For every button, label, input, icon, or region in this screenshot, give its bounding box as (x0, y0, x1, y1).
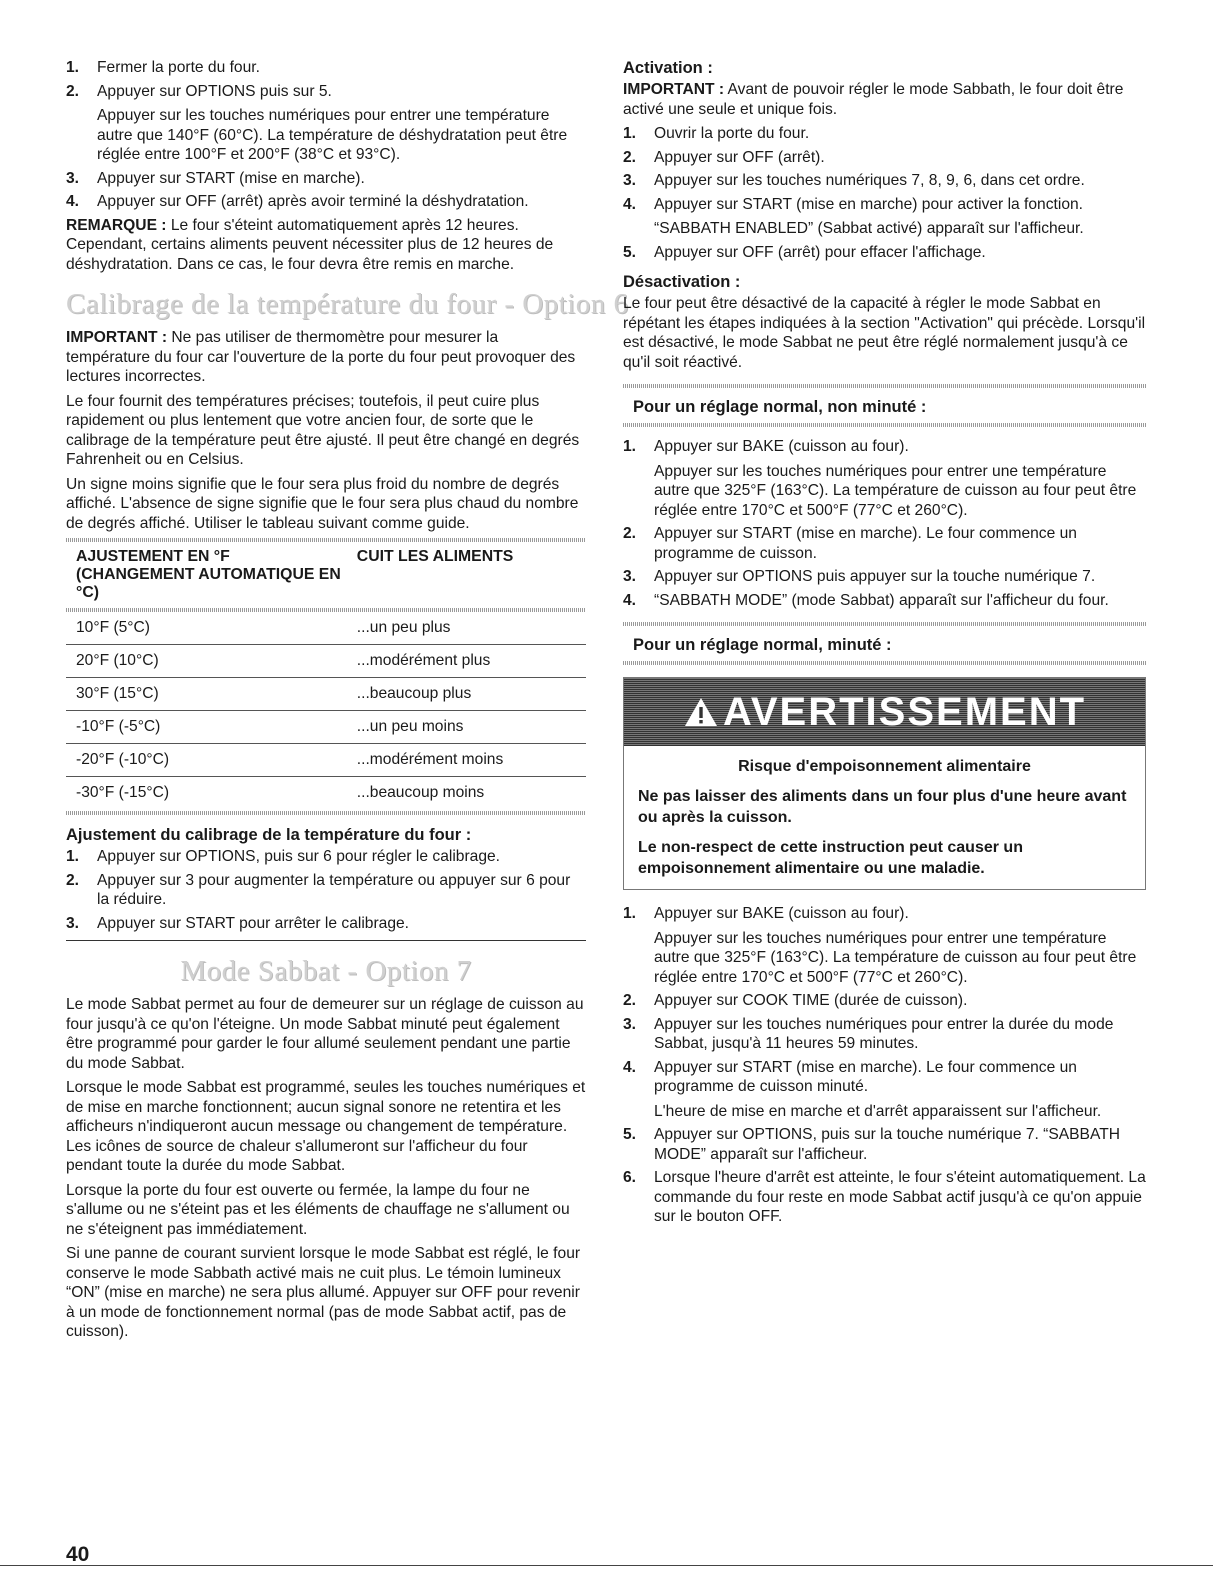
minute-steps (623, 904, 1146, 1227)
divider (66, 811, 586, 815)
divider (623, 384, 1146, 388)
divider (623, 661, 1146, 665)
table-header: CUIT LES ALIMENTS (356, 548, 514, 565)
list-item: 2. Appuyer sur OPTIONS puis sur 5. Appuyer sur les touches numériques pour entrer une température autre que 140°F (60°C). La température de déshydratation peut être réglée entre 100°F et 200°F (38°C et 93°C). (66, 82, 568, 163)
calibration-table (66, 544, 586, 809)
right-column (623, 58, 1146, 1231)
sabbat-paragraph: Lorsque la porte du four est ouverte ou fermée, la lampe du four ne s'allume ou ne s'éteint pas et les éléments de chauffage ne s'allument ou ne s'éteignent pas immédiatement. (66, 1181, 570, 1238)
activation-heading: Activation : (623, 59, 713, 77)
divider (623, 423, 1146, 427)
list-item: 2. Appuyer sur START (mise en marche). Le four commence un programme de cuisson. (623, 525, 1077, 562)
divider (66, 538, 586, 542)
list-item: 1. Appuyer sur OPTIONS, puis sur 6 pour régler le calibrage. (66, 848, 501, 865)
footer-rule (0, 1565, 1213, 1566)
table-header: AJUSTEMENT EN °F (CHANGEMENT AUTOMATIQUE EN °C) (76, 548, 341, 601)
list-item: 4. Appuyer sur START (mise en marche). Le four commence un programme de cuisson minuté. L'heure de mise en marche et d'arrêt apparaissent sur l'afficheur. (623, 1058, 1102, 1120)
list-item: 3. Appuyer sur les touches numériques 7, 8, 9, 6, dans cet ordre. (623, 172, 1085, 189)
page-number: 40 (66, 1543, 90, 1566)
table-row: 30°F (15°C) ...beaucoup plus (66, 678, 586, 711)
non-minute-heading: Pour un réglage normal, non minuté : (633, 398, 927, 416)
list-item: 4. “SABBATH MODE” (mode Sabbat) apparaît sur l'afficheur du four. (623, 591, 1109, 609)
warning-text: Le non-respect de cette instruction peut causer un empoisonnement alimentaire ou une maladie. (638, 839, 1023, 877)
list-item: 4. Appuyer sur OFF (arrêt) après avoir terminé la déshydratation. (66, 193, 529, 210)
table-row: -30°F (-15°C) ...beaucoup moins (76, 784, 485, 801)
list-item: 1. Fermer la porte du four. (66, 59, 260, 76)
table-row: 10°F (5°C) ...un peu plus (66, 612, 586, 645)
desactivation-heading: Désactivation : (623, 273, 741, 291)
calibration-paragraph: Le four fournit des températures précises; toutefois, il peut cuire plus rapidement ou plus lentement que votre ancien four, de sorte que le calibrage de la température peut être ajusté. Il peut être changé en degrés Fahrenheit ou en Celsius. (66, 392, 580, 468)
sabbat-paragraph: Si une panne de courant survient lorsque le mode Sabbat est réglé, le four conserve le mode Sabbath activé mais ne cuit plus. Le témoin lumineux “ON” (mise en marche) ne sera plus allumé. Appuyer sur OFF pour revenir à un mode de fonctionnement normal (pas de mode Sabbat actif, pas de cuisson). (66, 1245, 581, 1340)
warning-title: AVERTISSEMENT (722, 689, 1087, 734)
warning-body (624, 746, 1145, 889)
list-item: 1. Appuyer sur BAKE (cuisson au four). Appuyer sur les touches numériques pour entrer une température autre que 325°F (163°C). La température de cuisson au four peut être réglée entre 170°C et 500°F (77°C et 260°C). (623, 438, 1137, 519)
sabbat-paragraph: Le mode Sabbat permet au four de demeurer sur un réglage de cuisson au four jusqu'à ce qu'on l'éteigne. Un mode Sabbat minuté peut également être programmé pour garder le four allumé seulement pendant une partie du mode Sabbat. (66, 996, 584, 1072)
calibration-adjust-heading: Ajustement du calibrage de la température du four : (66, 826, 472, 844)
table-row: -20°F (-10°C) ...modérément moins (66, 744, 586, 777)
remarque-note: REMARQUE : Le four s'éteint automatiquement après 12 heures. Cependant, certains aliments peuvent nécessiter plus de 12 heures de déshydratation. Dans ce cas, le four devra être remis en marche. (66, 216, 554, 273)
warning-text: Ne pas laisser des aliments dans un four plus d'une heure avant ou après la cuisson. (638, 788, 1127, 826)
list-item: 1. Ouvrir la porte du four. (623, 125, 810, 142)
list-item: 3. Appuyer sur START pour arrêter le calibrage. (66, 914, 410, 932)
list-item: 1. Appuyer sur BAKE (cuisson au four). Appuyer sur les touches numériques pour entrer une température autre que 325°F (163°C). La température de cuisson au four peut être réglée entre 170°C et 500°F (77°C et 260°C). (623, 905, 1137, 986)
list-item: 6. Lorsque l'heure d'arrêt est atteinte, le four s'éteint automatiquement. La commande du four reste en mode Sabbat actif jusqu'à ce qu'on appuie sur le bouton OFF. (623, 1169, 1146, 1225)
minute-heading: Pour un réglage normal, minuté : (633, 636, 892, 654)
divider (66, 940, 586, 941)
sabbat-paragraph: Lorsque le mode Sabbat est programmé, seules les touches numériques et de mise en marche fonctionnent; aucun signal sonore ne retentira et les afficheurs n'indiqueront aucun message ou changement de température. Les icônes de source de chaleur s'allumeront sur l'afficheur du four pendant toute la durée du mode Sabbat. (66, 1079, 586, 1174)
list-item: 2. Appuyer sur OFF (arrêt). (623, 148, 825, 166)
list-item: 5. Appuyer sur OPTIONS, puis sur la touche numérique 7. “SABBATH MODE” apparaît sur l'afficheur. (623, 1126, 1120, 1163)
calibration-title: Calibrage de la température du four - Option 6 (66, 288, 629, 320)
left-column (66, 58, 629, 1347)
activation-important: IMPORTANT : Avant de pouvoir régler le mode Sabbath, le four doit être activé une seule et unique fois. (623, 81, 1124, 118)
calibration-paragraph: Un signe moins signifie que le four sera plus froid du nombre de degrés affiché. L'absence de signe signifie que le four sera plus chaud du nombre de degrés affiché. Utiliser le tableau suivant comme guide. (66, 475, 579, 532)
warning-triangle-icon (683, 696, 719, 728)
list-item: 2. Appuyer sur COOK TIME (durée de cuisson). (623, 992, 968, 1009)
sabbat-title: Mode Sabbat - Option 7 (180, 955, 472, 987)
list-item: 2. Appuyer sur 3 pour augmenter la température ou appuyer sur 6 pour la réduire. (66, 871, 571, 908)
list-item: 4. Appuyer sur START (mise en marche) pour activer la fonction. “SABBATH ENABLED” (Sabbat activé) apparaît sur l'afficheur. (623, 195, 1084, 237)
activation-steps (623, 124, 1146, 262)
list-item: 5. Appuyer sur OFF (arrêt) pour effacer l'affichage. (623, 243, 986, 261)
divider (623, 622, 1146, 626)
list-item: 3. Appuyer sur START (mise en marche). (66, 169, 365, 187)
warning-subtitle: Risque d'empoisonnement alimentaire (738, 758, 1031, 775)
calibration-adjust-steps (66, 847, 586, 933)
desactivation-paragraph: Le four peut être désactivé de la capacité à régler le mode Sabbat en répétant les étapes indiquées à la section "Activation" qui précède. Lorsqu'il est désactivé, le mode Sabbat ne peut être réglé normalement jusqu'à ce qu'il soit réactivé. (623, 295, 1146, 371)
table-row: -10°F (-5°C) ...un peu moins (66, 711, 586, 744)
warning-box (623, 677, 1146, 890)
list-item: 3. Appuyer sur OPTIONS puis appuyer sur la touche numérique 7. (623, 568, 1096, 585)
non-minute-steps (623, 437, 1146, 610)
calibration-important: IMPORTANT : Ne pas utiliser de thermomètre pour mesurer la température du four car l'ouverture de la porte du four peut provoquer des lectures incorrectes. (66, 329, 576, 385)
dehydration-steps (66, 58, 586, 212)
table-row: 20°F (10°C) ...modérément plus (66, 645, 586, 678)
list-item: 3. Appuyer sur les touches numériques pour entrer la durée du mode Sabbat, jusqu'à 11 heures 59 minutes. (623, 1015, 1114, 1052)
warning-banner (624, 678, 1145, 746)
